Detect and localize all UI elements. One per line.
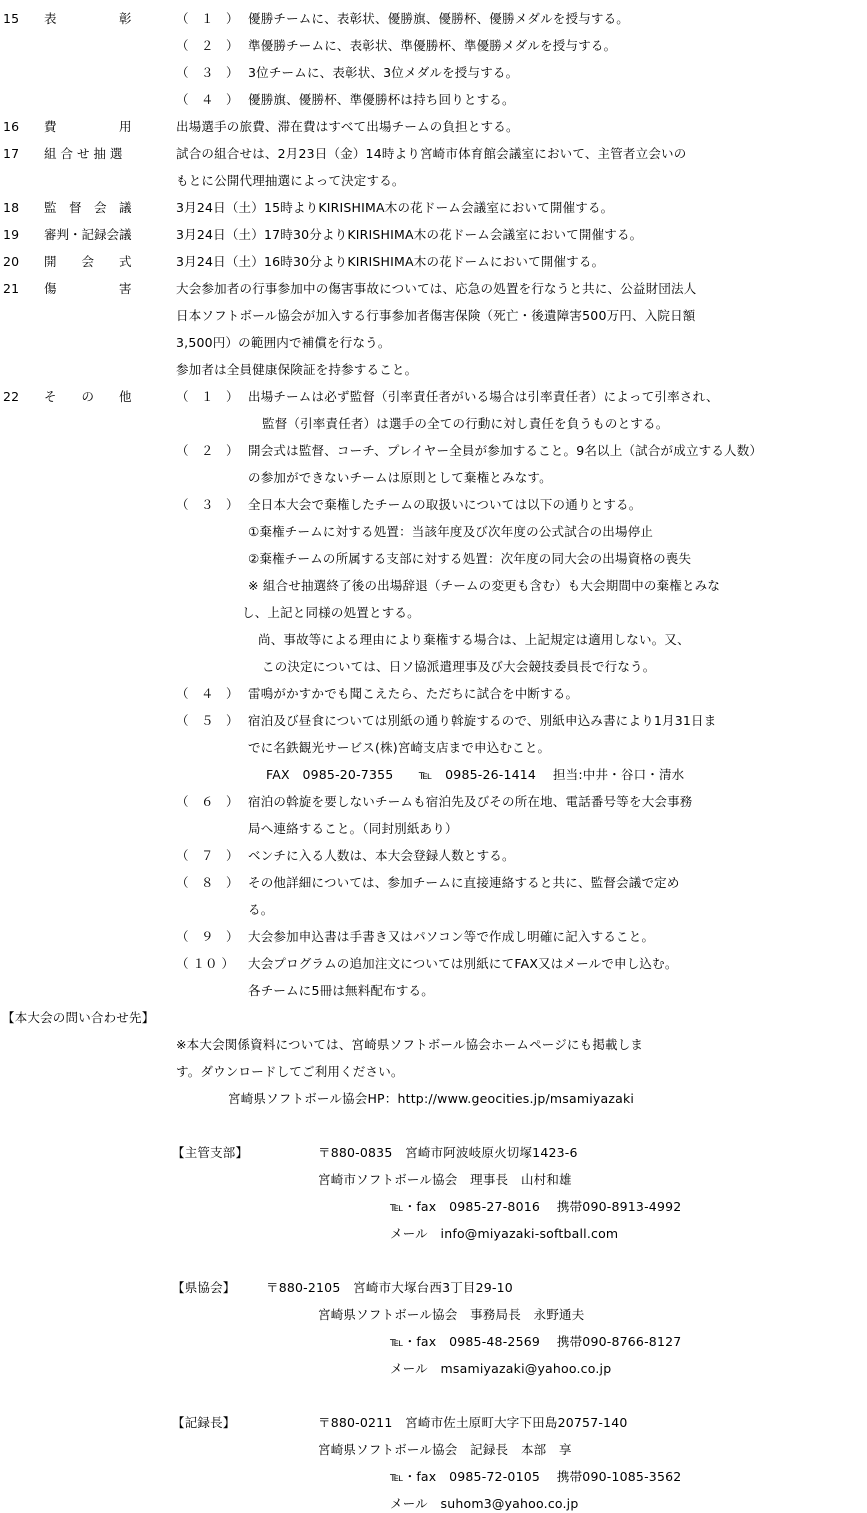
contact-email[interactable]: メール info@miyazaki-softball.com [390, 1226, 619, 1241]
list-marker: （ １ ） [176, 11, 239, 26]
list-item-cont: の参加ができないチームは原則として棄権とみなす。 [248, 470, 552, 485]
contact-person: 宮崎県ソフトボール協会 事務局長 永野通夫 [318, 1307, 585, 1322]
list-item: 大会プログラムの追加注文については別紙にてFAX又はメールで申し込む。 [248, 956, 678, 971]
item-number: 19 [3, 227, 20, 242]
paragraph-line: 出場選手の旅費、滞在費はすべて出場チームの負担とする。 [176, 119, 519, 134]
list-item: 出場チームは必ず監督（引率責任者がいる場合は引率責任者）によって引率され、 [248, 389, 719, 404]
list-item: 宿泊及び昼食については別紙の通り斡旋するので、別紙申込み書により1月31日ま [248, 713, 717, 728]
item-heading: 費 用 [44, 119, 132, 134]
list-marker: （ １０ ） [176, 956, 234, 971]
list-marker: （ ６ ） [176, 794, 239, 809]
list-marker: （ ７ ） [176, 848, 239, 863]
item-number: 17 [3, 146, 20, 161]
contact-person: 宮崎市ソフトボール協会 理事長 山村和雄 [318, 1172, 572, 1187]
list-marker: （ ９ ） [176, 929, 239, 944]
item-number: 18 [3, 200, 20, 215]
list-item-cont: る。 [248, 902, 274, 917]
paragraph-line: 3月24日（土）17時30分よりKIRISHIMA木の花ドーム会議室において開催する。 [176, 227, 643, 242]
item-heading: 表 彰 [44, 11, 132, 26]
list-item-cont: 尚、事故等による理由により棄権する場合は、上記規定は適用しない。又、 [258, 632, 690, 647]
paragraph-line: 大会参加者の行事参加中の傷害事故については、応急の処置を行なうと共に、公益財団法人 [176, 281, 697, 296]
list-item: ベンチに入る人数は、本大会登録人数とする。 [248, 848, 515, 863]
list-item: 準優勝チームに、表彰状、準優勝杯、準優勝メダルを授与する。 [248, 38, 617, 53]
list-item-cont: し、上記と同様の処置とする。 [242, 605, 420, 620]
item-heading: 開 会 式 [44, 254, 132, 269]
contact-label: 【主管支部】 [172, 1145, 249, 1160]
contact-address: 〒880-0211 宮崎市佐土原町大字下田島20757-140 [318, 1415, 628, 1430]
list-item: 開会式は監督、コーチ、プレイヤー全員が参加すること。9名以上（試合が成立する人数） [248, 443, 763, 458]
homepage-link[interactable]: 宮崎県ソフトボール協会HP：http://www.geocities.jp/msamiyazaki [228, 1091, 635, 1106]
contact-address: 〒880-2105 宮崎市大塚台西3丁目29-10 [266, 1280, 513, 1295]
list-marker: （ １ ） [176, 389, 239, 404]
contact-email[interactable]: メール msamiyazaki@yahoo.co.jp [390, 1361, 612, 1376]
item-number: 20 [3, 254, 20, 269]
list-item: 優勝旗、優勝杯、準優勝杯は持ち回りとする。 [248, 92, 515, 107]
list-item-cont: 各チームに5冊は無料配布する。 [248, 983, 434, 998]
list-item-cont: この決定については、日ソ協派遣理事及び大会競技委員長で行なう。 [262, 659, 656, 674]
list-marker: （ ４ ） [176, 92, 239, 107]
list-marker: （ ３ ） [176, 65, 239, 80]
item-heading: 傷 害 [44, 281, 132, 296]
item-number: 15 [3, 11, 20, 26]
contact-email[interactable]: メール suhom3@yahoo.co.jp [390, 1496, 579, 1511]
list-item: 全日本大会で棄権したチームの取扱いについては以下の通りとする。 [248, 497, 642, 512]
list-marker: （ ２ ） [176, 38, 239, 53]
contact-phone: ℡・fax 0985-72-0105 携帯090-1085-3562 [390, 1469, 682, 1484]
item-heading: 審判・記録会議 [44, 227, 132, 242]
list-item-cont: でに名鉄観光サービス(株)宮崎支店まで申込むこと。 [248, 740, 551, 755]
paragraph-line: 日本ソフトボール協会が加入する行事参加者傷害保険（死亡・後遺障害500万円、入院日額 [176, 308, 696, 323]
contact-phone: ℡・fax 0985-27-8016 携帯090-8913-4992 [390, 1199, 682, 1214]
list-item: 雷鳴がかすかでも聞こえたら、ただちに試合を中断する。 [248, 686, 579, 701]
inquiry-note: す。ダウンロードしてご利用ください。 [176, 1064, 404, 1079]
item-number: 16 [3, 119, 20, 134]
contact-label: 【記録長】 [172, 1415, 236, 1430]
list-item-cont: ①棄権チームに対する処置：当該年度及び次年度の公式試合の出場停止 [248, 524, 654, 539]
paragraph-line: 試合の組合せは、2月23日（金）14時より宮崎市体育館会議室において、主管者立会いの [176, 146, 687, 161]
contact-label: 【県協会】 [172, 1280, 236, 1295]
list-item: その他詳細については、参加チームに直接連絡すると共に、監督会議で定め [248, 875, 680, 890]
list-marker: （ ５ ） [176, 713, 239, 728]
list-item: 優勝チームに、表彰状、優勝旗、優勝杯、優勝メダルを授与する。 [248, 11, 630, 26]
list-item-cont: ※ 組合せ抽選終了後の出場辞退（チームの変更も含む）も大会期間中の棄権とみな [248, 578, 721, 593]
contact-person: 宮崎県ソフトボール協会 記録長 本部 享 [318, 1442, 572, 1457]
list-item-cont: 監督（引率責任者）は選手の全ての行動に対し責任を負うものとする。 [262, 416, 669, 431]
inquiry-note: ※本大会関係資料については、宮崎県ソフトボール協会ホームページにも掲載しま [176, 1037, 644, 1052]
list-marker: （ ２ ） [176, 443, 239, 458]
list-item: 大会参加申込書は手書き又はパソコン等で作成し明確に記入すること。 [248, 929, 655, 944]
item-number: 22 [3, 389, 20, 404]
paragraph-line: 3月24日（土）15時よりKIRISHIMA木の花ドーム会議室において開催する。 [176, 200, 614, 215]
list-item-cont: FAX 0985-20-7355 ℡ 0985-26-1414 担当:中井・谷口・清水 [266, 767, 685, 782]
paragraph-line: もとに公開代理抽選によって決定する。 [176, 173, 405, 188]
list-marker: （ ８ ） [176, 875, 239, 890]
inquiry-heading: 【本大会の問い合わせ先】 [2, 1010, 155, 1025]
list-marker: （ ３ ） [176, 497, 239, 512]
list-item: 3位チームに、表彰状、3位メダルを授与する。 [248, 65, 519, 80]
contact-phone: ℡・fax 0985-48-2569 携帯090-8766-8127 [390, 1334, 682, 1349]
list-item-cont: ②棄権チームの所属する支部に対する処置：次年度の同大会の出場資格の喪失 [248, 551, 692, 566]
contact-address: 〒880-0835 宮崎市阿波岐原火切塚1423-6 [318, 1145, 578, 1160]
list-item: 宿泊の斡旋を要しないチームも宿泊先及びその所在地、電話番号等を大会事務 [248, 794, 693, 809]
list-marker: （ ４ ） [176, 686, 239, 701]
item-heading: 監 督 会 議 [44, 200, 132, 215]
paragraph-line: 3,500円）の範囲内で補償を行なう。 [176, 335, 391, 350]
item-heading: そ の 他 [44, 389, 132, 404]
list-item-cont: 局へ連絡すること。（同封別紙あり） [248, 821, 458, 836]
paragraph-line: 3月24日（土）16時30分よりKIRISHIMA木の花ドームにおいて開催する。 [176, 254, 605, 269]
paragraph-line: 参加者は全員健康保険証を持参すること。 [176, 362, 418, 377]
item-heading: 組 合 せ 抽 選 [44, 146, 123, 161]
item-number: 21 [3, 281, 20, 296]
